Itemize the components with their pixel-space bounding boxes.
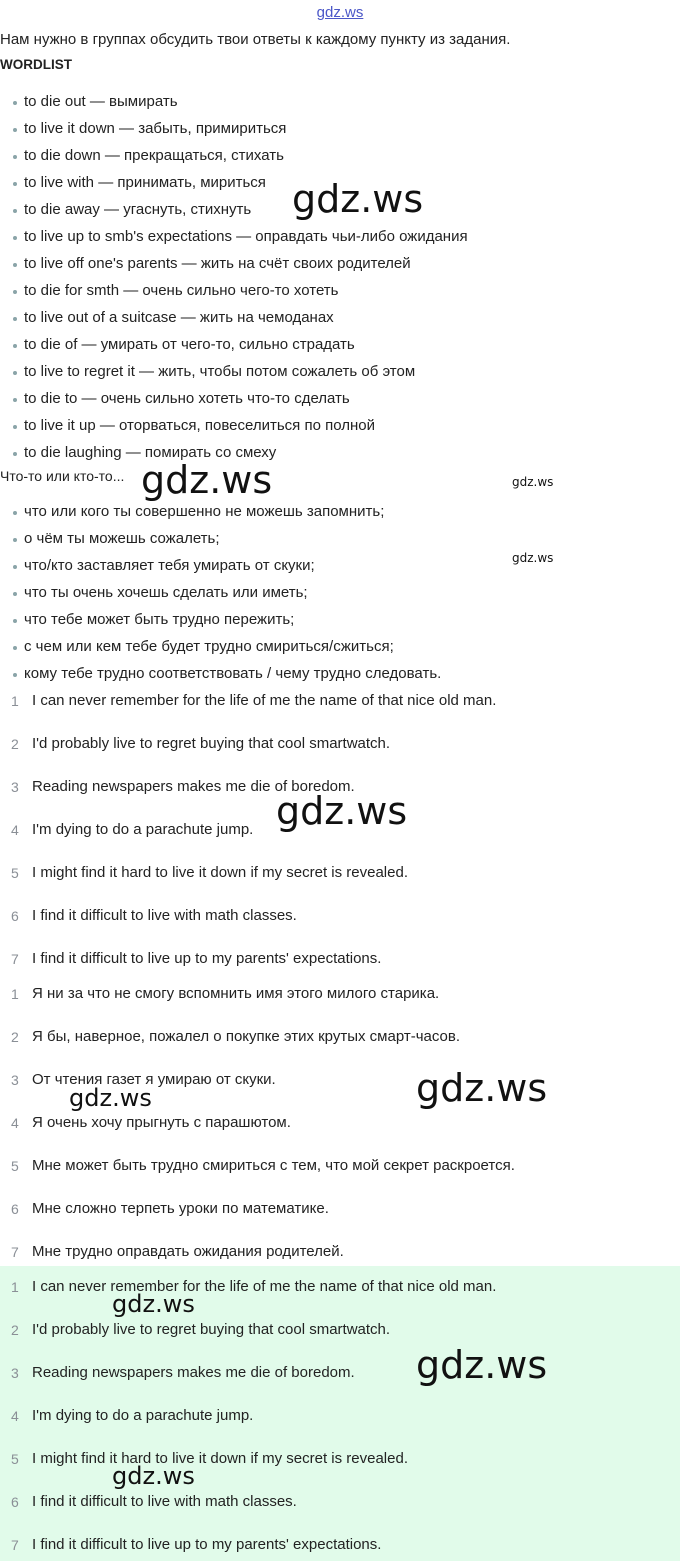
bullet-dot-icon [13,425,17,429]
answer-ru-item-text: Я ни за что не смогу вспомнить имя этого милого старика. [32,985,440,1002]
watermark: gdz.ws [276,789,408,833]
bullet-dot-icon [13,398,17,402]
answer-en-item-text: I'm dying to do a parachute jump. [32,821,254,838]
bullet-dot-icon [13,128,17,132]
watermark: gdz.ws [112,1290,195,1318]
wordlist-item-text: to die away — угаснуть, стихнуть [24,201,252,218]
instruction-text: Нам нужно в группах обсудить твои ответы к каждому пункту из задания. [0,31,511,48]
watermark: gdz.ws [112,1462,195,1490]
bullet-dot-icon [13,101,17,105]
answer-en-item-text: I can never remember for the life of me the name of that nice old man. [32,692,497,709]
item-number: 1 [11,1279,19,1295]
item-number: 4 [11,1408,19,1424]
prompt-item-text: что тебе может быть трудно пережить; [24,611,295,628]
item-number: 3 [11,779,19,795]
wordlist-item-text: to live to regret it — жить, чтобы потом сожалеть об этом [24,363,416,380]
answer-en-highlighted-item-text: I might find it hard to live it down if my secret is revealed. [32,1450,408,1467]
item-number: 3 [11,1365,19,1381]
item-number: 2 [11,736,19,752]
bullet-dot-icon [13,263,17,267]
prompt-item-text: с чем или кем тебе будет трудно смириться/сжиться; [24,638,394,655]
answer-en-item-text: Reading newspapers makes me die of boredom. [32,778,355,795]
item-number: 7 [11,951,19,967]
bullet-dot-icon [13,290,17,294]
item-number: 5 [11,865,19,881]
item-number: 6 [11,1201,19,1217]
wordlist-item-text: to die laughing — помирать со смеху [24,444,277,461]
wordlist-title: WORDLIST [0,57,72,72]
wordlist-item-text: to die to — очень сильно хотеть что-то сделать [24,390,350,407]
answer-en-item-text: I'd probably live to regret buying that cool smartwatch. [32,735,391,752]
watermark: gdz.ws [416,1066,548,1110]
bullet-dot-icon [13,619,17,623]
bullet-dot-icon [13,538,17,542]
wordlist-item-text: to die for smth — очень сильно чего-то хотеть [24,282,339,299]
item-number: 7 [11,1244,19,1260]
item-number: 7 [11,1537,19,1553]
bullet-dot-icon [13,673,17,677]
prompt-item-text: что ты очень хочешь сделать или иметь; [24,584,308,601]
prompt-item-text: что/кто заставляет тебя умирать от скуки; [24,557,315,574]
answer-ru-item-text: Я бы, наверное, пожалел о покупке этих крутых смарт-часов. [32,1028,461,1045]
bullet-dot-icon [13,236,17,240]
answer-en-item-text: I find it difficult to live with math classes. [32,907,297,924]
bullet-dot-icon [13,646,17,650]
bullet-dot-icon [13,592,17,596]
answer-en-highlighted-item-text: I can never remember for the life of me the name of that nice old man. [32,1278,497,1295]
answer-en-highlighted-item-text: I find it difficult to live up to my parents' expectations. [32,1536,382,1553]
site-watermark-link[interactable]: gdz.ws [316,4,364,21]
wordlist-item-text: to live it down — забыть, примириться [24,120,287,137]
wordlist-item-text: to die out — вымирать [24,93,178,110]
watermark: gdz.ws [292,177,424,221]
item-number: 3 [11,1072,19,1088]
answer-ru-item-text: Я очень хочу прыгнуть с парашютом. [32,1114,291,1131]
answer-ru-item-text: Мне сложно терпеть уроки по математике. [32,1200,329,1217]
prompt-item-text: кому тебе трудно соответствовать / чему трудно следовать. [24,665,442,682]
item-number: 5 [11,1158,19,1174]
answer-en-highlighted-item-text: Reading newspapers makes me die of boredom. [32,1364,355,1381]
watermark: gdz.ws [512,551,554,565]
bullet-dot-icon [13,511,17,515]
bullet-dot-icon [13,371,17,375]
answer-en-highlighted-item-text: I'm dying to do a parachute jump. [32,1407,254,1424]
prompt-item-text: о чём ты можешь сожалеть; [24,530,220,547]
wordlist-item-text: to live out of a suitcase — жить на чемоданах [24,309,334,326]
answer-ru-item-text: Мне трудно оправдать ожидания родителей. [32,1243,344,1260]
item-number: 4 [11,1115,19,1131]
prompt-item-text: что или кого ты совершенно не можешь запомнить; [24,503,385,520]
bullet-dot-icon [13,155,17,159]
wordlist-item-text: to live off one's parents — жить на счёт своих родителей [24,255,411,272]
item-number: 6 [11,1494,19,1510]
item-number: 4 [11,822,19,838]
item-number: 1 [11,986,19,1002]
watermark: gdz.ws [512,475,554,489]
watermark: gdz.ws [416,1343,548,1387]
answer-ru-item-text: Мне может быть трудно смириться с тем, что мой секрет раскроется. [32,1157,515,1174]
wordlist-item-text: to live with — принимать, мириться [24,174,266,191]
wordlist-item-text: to live it up — оторваться, повеселиться по полной [24,417,375,434]
item-number: 1 [11,693,19,709]
prompt-label: Что-то или кто-то... [0,468,125,484]
wordlist-item-text: to die down — прекращаться, стихать [24,147,284,164]
wordlist-item-text: to live up to smb's expectations — оправдать чьи-либо ожидания [24,228,468,245]
answer-en-highlighted-item-text: I'd probably live to regret buying that cool smartwatch. [32,1321,391,1338]
wordlist-item-text: to die of — умирать от чего-то, сильно страдать [24,336,355,353]
item-number: 5 [11,1451,19,1467]
bullet-dot-icon [13,452,17,456]
bullet-dot-icon [13,182,17,186]
answer-en-highlighted-item-text: I find it difficult to live with math classes. [32,1493,297,1510]
watermark: gdz.ws [69,1084,152,1112]
item-number: 6 [11,908,19,924]
bullet-dot-icon [13,317,17,321]
answer-en-item-text: I might find it hard to live it down if my secret is revealed. [32,864,408,881]
watermark: gdz.ws [141,458,273,502]
answer-en-item-text: I find it difficult to live up to my parents' expectations. [32,950,382,967]
item-number: 2 [11,1029,19,1045]
answer-ru-item-text: От чтения газет я умираю от скуки. [32,1071,276,1088]
item-number: 2 [11,1322,19,1338]
bullet-dot-icon [13,565,17,569]
bullet-dot-icon [13,344,17,348]
bullet-dot-icon [13,209,17,213]
